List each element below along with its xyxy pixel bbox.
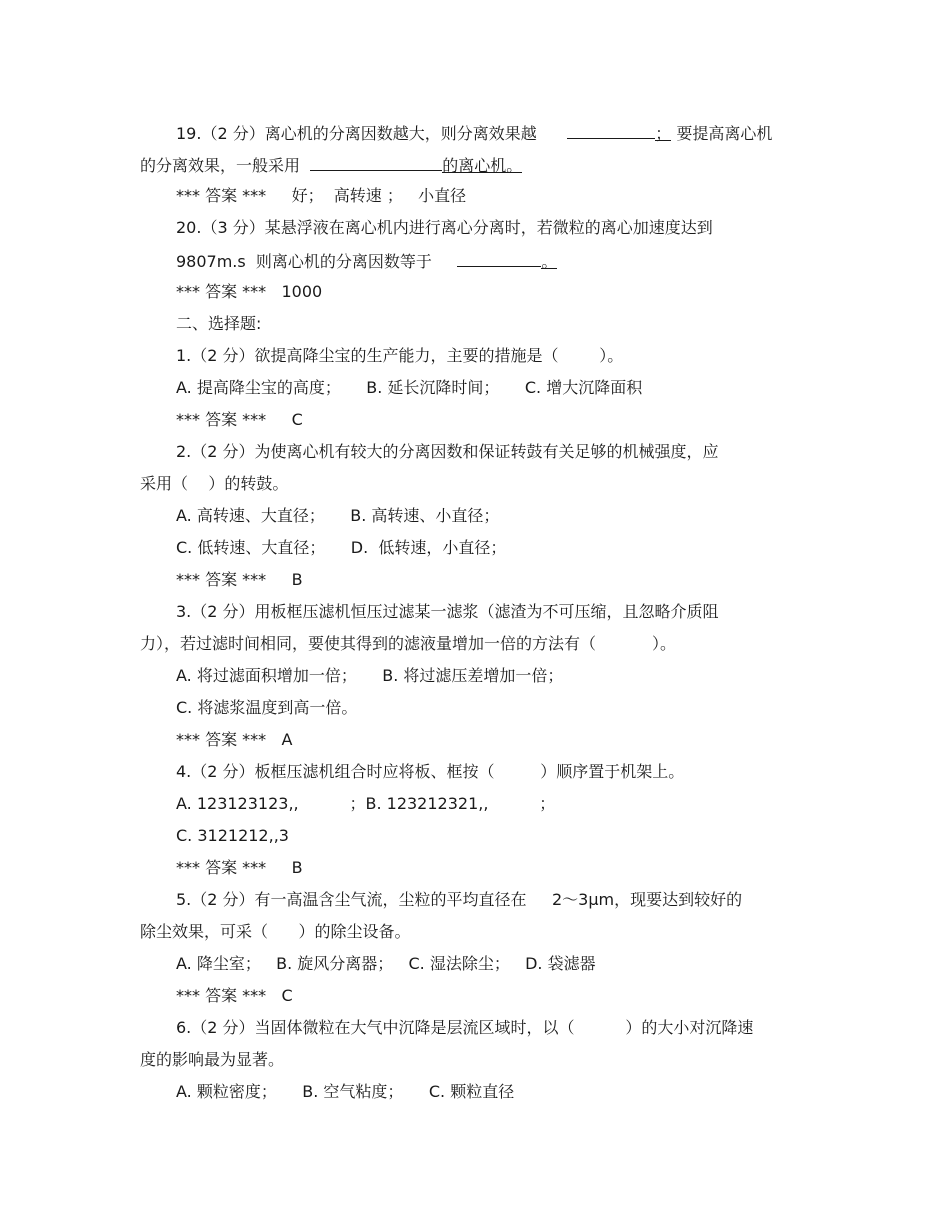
mc1-options: A. 提高降尘宝的高度； B. 延长沉降时间； C. 增大沉降面积 — [176, 378, 643, 397]
q19-answer — [176, 185, 466, 207]
mc3-options-1: A. 将过滤面积增加一倍； B. 将过滤压差增加一倍； — [176, 666, 564, 685]
answer-value: C — [291, 410, 303, 429]
mc4-options-1: A. 123123123,, ；B. 123212321,, ； — [176, 794, 556, 813]
mc6-question-1: 6.（2 分）当固体微粒在大气中沉降是层流区域时，以（ ）的大小对沉降速 — [176, 1018, 754, 1037]
mc5-question-1: 5.（2 分）有一高温含尘气流，尘粒的平均直径在 2～3μm，现要达到较好的 — [176, 890, 743, 909]
answer-label: *** 答案 *** — [176, 858, 267, 877]
q19-blank-2 — [310, 153, 442, 171]
answer-label: *** 答案 *** — [176, 986, 267, 1005]
answer-value: B — [291, 570, 303, 589]
mc4-answer — [176, 857, 303, 879]
mc4-question: 4.（2 分）板框压滤机组合时应将板、框按（ ）顺序置于机架上。 — [176, 762, 685, 781]
q19-text-b: 要提高离心机 — [676, 124, 773, 143]
mc6-options: A. 颗粒密度； B. 空气粘度； C. 颗粒直径 — [176, 1082, 515, 1101]
q19-blank-1 — [567, 121, 655, 139]
mc5-question-2: 除尘效果，可采（ ）的除尘设备。 — [140, 922, 411, 941]
answer-label: *** 答案 *** — [176, 186, 267, 205]
mc3-answer — [176, 729, 292, 751]
q20-line-2 — [176, 249, 557, 273]
mc4-options-2: C. 3121212,,3 — [176, 826, 289, 845]
mc1-question: 1.（2 分）欲提高降尘宝的生产能力，主要的措施是（ ）。 — [176, 346, 624, 365]
section-heading: 二、选择题: — [176, 314, 262, 333]
q19-line-2 — [140, 153, 522, 177]
answer-value: C — [281, 986, 293, 1005]
q19-line-1 — [176, 121, 772, 145]
mc2-options-1: A. 高转速、大直径； B. 高转速、小直径； — [176, 506, 500, 525]
q20-answer — [176, 281, 322, 303]
answer-value: A — [281, 730, 293, 749]
mc3-options-2: C. 将滤浆温度到高一倍。 — [176, 698, 358, 717]
answer-value: B — [291, 858, 303, 877]
q19-blank-2-tail: 的离心机。 — [442, 156, 523, 175]
answer-value: 好； 高转速 ； 小直径 — [291, 186, 467, 205]
mc3-question-1: 3.（2 分）用板框压滤机恒压过滤某一滤浆（滤渣为不可压缩，且忽略介质阻 — [176, 602, 719, 621]
mc2-options-2: C. 低转速、大直径； D. 低转速，小直径； — [176, 538, 507, 557]
q19-blank-1-tail: ； — [655, 124, 672, 143]
q20-blank-tail: 。 — [541, 252, 558, 271]
mc3-question-2: 力），若过滤时间相同，要使其得到的滤液量增加一倍的方法有（ ）。 — [140, 634, 676, 653]
q19-text-c: 的分离效果，一般采用 — [140, 156, 301, 175]
mc5-answer — [176, 985, 293, 1007]
q20-line-1: 20.（3 分）某悬浮液在离心机内进行离心分离时，若微粒的离心加速度达到 — [176, 218, 713, 237]
answer-value: 1000 — [281, 282, 323, 301]
answer-label: *** 答案 *** — [176, 410, 267, 429]
mc2-question-2: 采用（ ）的转鼓。 — [140, 474, 289, 493]
mc6-question-2: 度的影响最为显著。 — [140, 1050, 285, 1069]
answer-label: *** 答案 *** — [176, 730, 267, 749]
mc1-answer — [176, 409, 303, 431]
q20-text: 9807m.s 则离心机的分离因数等于 — [176, 252, 432, 271]
answer-label: *** 答案 *** — [176, 282, 267, 301]
mc5-options: A. 降尘室； B. 旋风分离器； C. 湿法除尘； D. 袋滤器 — [176, 954, 596, 973]
q19-text-a: 19.（2 分）离心机的分离因数越大，则分离效果越 — [176, 124, 537, 143]
mc2-question-1: 2.（2 分）为使离心机有较大的分离因数和保证转鼓有关足够的机械强度，应 — [176, 442, 719, 461]
answer-label: *** 答案 *** — [176, 570, 267, 589]
q20-blank — [457, 249, 541, 267]
mc2-answer — [176, 569, 303, 591]
